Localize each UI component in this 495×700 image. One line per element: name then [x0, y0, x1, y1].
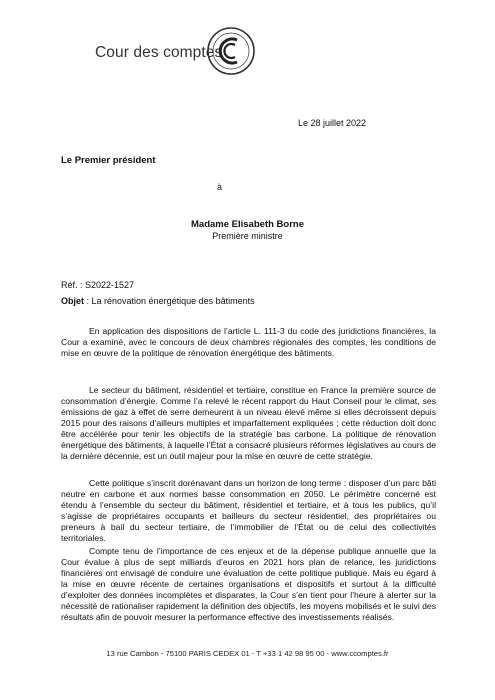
recipient-name: Madame Elisabeth Borne	[191, 219, 304, 230]
body-paragraph: Compte tenu de l’importance de ces enjeux et de la dépense publique annuelle que la Cour évalue à plus de sept milliards d’euros en 2021 hors plan de relance, les juridictions financières ont envisagé de conduire une évaluation de cette politique publique. Mais eu égard à la mise en œuvre récente de certaines organisations et dispositifs et surtout à la difficulté d’exploiter des données incomplètes et disparates, la Cour s’en tient pour l’heure à alerter sur la nécessité de rationaliser rapidement la définition des objectifs, les moyens mobilisés et le suivi des résultats afin de pouvoir mesurer la performance effective des investissements réalisés.	[61, 546, 436, 622]
object-label: Objet	[61, 296, 85, 306]
footer-address: 13 rue Cambon - 75100 PARIS CEDEX 01 - T +33 1 42 98 95 00 - www.ccomptes.fr	[106, 649, 389, 658]
body-paragraph: En application des dispositions de l’article L. 111-3 du code des juridictions financières, la Cour a examiné, avec le concours de deux chambres régionales des comptes, les conditions de mise en œuvre de la politique de rénovation énergétique des bâtiments.	[61, 326, 436, 358]
reference-line: Réf. : S2022-1527	[61, 280, 135, 290]
sender-title: Le Premier président	[61, 155, 156, 166]
body-paragraph: Le secteur du bâtiment, résidentiel et tertiaire, constitue en France la première source de consommation d’énergie. Comme l’a relevé le récent rapport du Haut Conseil pour le climat, ses émissions de gaz à effet de serre demeurent à un niveau élevé même si elles décroissent depuis 2015 pour des raisons d’ailleurs multiples et imparfaitement expliquées ; cette réduction doit donc être accélérée pour tenir les objectifs de la stratégie bas carbone. La politique de rénovation énergétique des bâtiments, à laquelle l’État a consacré plusieurs réformes législatives au cours de la dernière décennie, est un outil majeur pour la mise en œuvre de cette stratégie.	[61, 385, 436, 461]
cour-des-comptes-seal-icon	[206, 26, 256, 76]
addressee-connector: à	[217, 182, 223, 192]
object-text: : La rénovation énergétique des bâtiments	[84, 296, 255, 306]
logo-text: Cour des comptes	[95, 44, 223, 61]
letter-date: Le 28 juillet 2022	[298, 118, 367, 128]
body-paragraph: Cette politique s’inscrit dorénavant dans un horizon de long terme : disposer d’un parc bâti neutre en carbone et aux normes basse consommation en 2050. Le périmètre concerné est étendu à l’ensemble du secteur du bâtiment, résidentiel et tertiaire, et à tous les publics, qu’il s’agisse de propriétaires occupants et bailleurs du secteur résidentiel, des propriétaires ou preneurs à bail du secteur tertiaire, de l’immobilier de l’État ou de celui des collectivités territoriales.	[61, 478, 436, 543]
recipient-title: Première ministre	[212, 231, 283, 241]
object-line	[61, 296, 255, 306]
